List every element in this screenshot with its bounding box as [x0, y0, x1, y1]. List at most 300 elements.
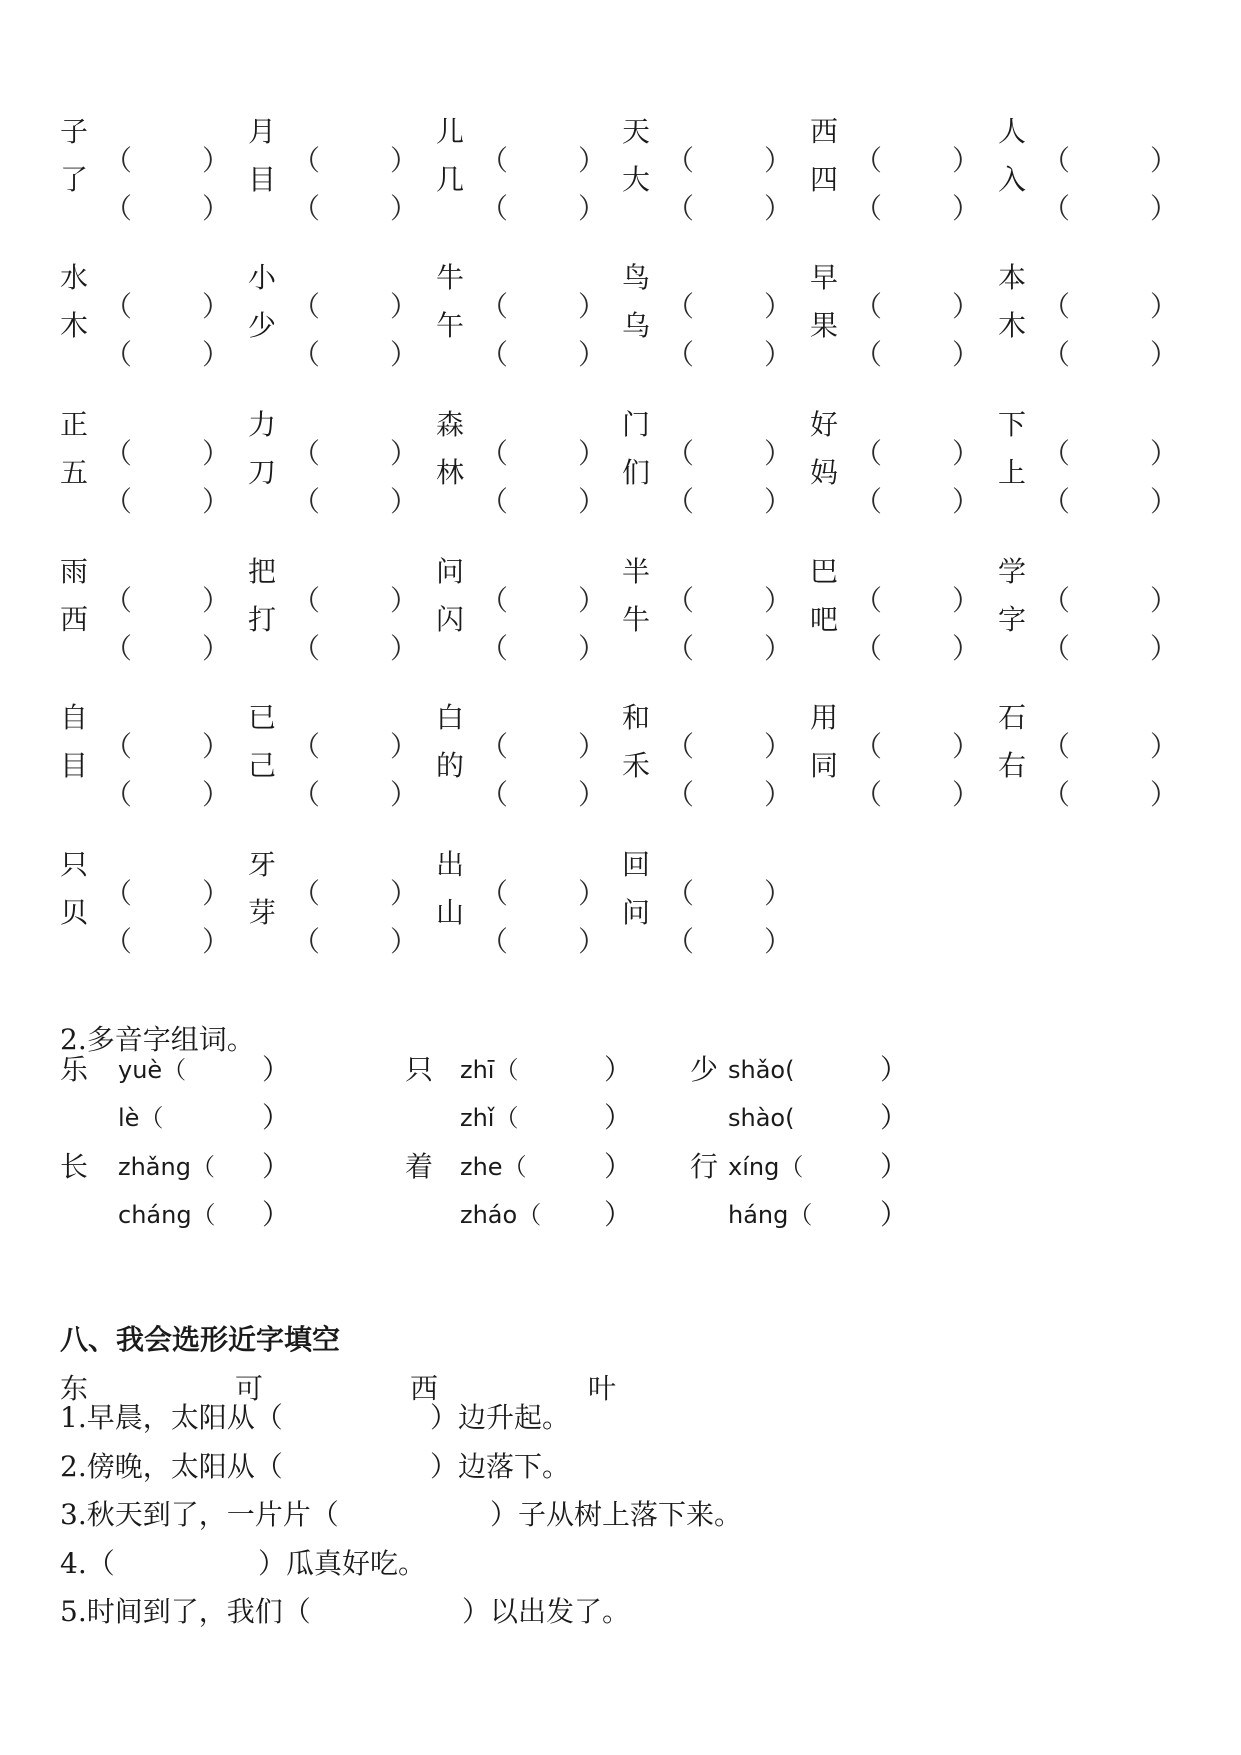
char-label: 果 [810, 309, 839, 342]
paren-close: ） [577, 437, 606, 470]
char-label: 和 [622, 701, 651, 734]
char-label: 只 [60, 848, 89, 881]
char-label: 山 [436, 896, 465, 929]
char-row [0, 453, 1241, 518]
char-label: 雨 [60, 555, 89, 588]
paren-open: （ [1042, 144, 1071, 177]
polyphone-char: 乐 [60, 1053, 89, 1086]
char-label: 上 [998, 456, 1027, 489]
paren-open: （ [104, 192, 133, 225]
paren-close: ） [1149, 584, 1178, 617]
char-cell [248, 746, 418, 811]
paren-close: ） [763, 290, 792, 323]
char-cell [622, 160, 792, 225]
char-cell [436, 405, 606, 470]
char-label: 白 [436, 701, 465, 734]
paren-close: ） [389, 290, 418, 323]
polyphone-char: 着 [405, 1150, 434, 1183]
paren-close: ） [262, 1053, 291, 1086]
char-cell [810, 552, 980, 617]
paren-open: （ [480, 730, 509, 763]
paren-close: ） [604, 1101, 633, 1134]
char-cell [60, 405, 230, 470]
paren-close: ） [577, 778, 606, 811]
paren-open: （ [480, 437, 509, 470]
char-cell [248, 552, 418, 617]
paren-open: （ [292, 925, 321, 958]
paren-close: ） [201, 144, 230, 177]
item-text-after: ）边落下。 [430, 1450, 571, 1483]
paren-close: ） [201, 192, 230, 225]
paren-close: ） [1149, 778, 1178, 811]
paren-close: ） [763, 778, 792, 811]
char-cell [436, 258, 606, 323]
char-label: 妈 [810, 456, 839, 489]
item-text-after: ）瓜真好吃。 [258, 1547, 427, 1580]
char-label: 打 [248, 603, 277, 636]
paren-open: （ [854, 485, 883, 518]
paren-close: ） [389, 730, 418, 763]
paren-close: ） [577, 877, 606, 910]
paren-open: （ [666, 290, 695, 323]
option-char: 东 [60, 1372, 89, 1405]
char-cell [810, 600, 980, 665]
char-row [0, 405, 1241, 470]
fill-in-item [0, 1544, 1241, 1584]
char-cell [998, 160, 1178, 225]
paren-close: ） [604, 1198, 633, 1231]
option-char: 叶 [588, 1372, 617, 1405]
char-cell [60, 746, 230, 811]
char-cell [622, 112, 792, 177]
char-row [0, 160, 1241, 225]
char-label: 已 [248, 701, 277, 734]
char-label: 学 [998, 555, 1027, 588]
char-row [0, 552, 1241, 617]
paren-close: ） [201, 877, 230, 910]
char-cell [810, 160, 980, 225]
char-label: 巴 [810, 555, 839, 588]
paren-open: （ [104, 778, 133, 811]
char-label: 小 [248, 261, 277, 294]
paren-open: （ [480, 338, 509, 371]
paren-close: ） [763, 192, 792, 225]
char-label: 力 [248, 408, 277, 441]
char-cell [998, 258, 1178, 323]
char-row [0, 258, 1241, 323]
char-label: 子 [60, 115, 89, 148]
polyphone-row [0, 1050, 1241, 1090]
paren-close: ） [201, 632, 230, 665]
paren-close: ） [880, 1198, 909, 1231]
pinyin-label: zhe（ [460, 1153, 527, 1181]
char-cell [60, 112, 230, 177]
paren-open: （ [480, 290, 509, 323]
pinyin-label: zhǎng（ [118, 1153, 215, 1181]
paren-open: （ [1042, 485, 1071, 518]
paren-close: ） [604, 1053, 633, 1086]
fill-in-item [0, 1398, 1241, 1438]
pinyin-label: háng（ [728, 1201, 813, 1229]
char-label: 月 [248, 115, 277, 148]
paren-close: ） [201, 485, 230, 518]
paren-open: （ [854, 338, 883, 371]
paren-open: （ [104, 925, 133, 958]
paren-close: ） [763, 437, 792, 470]
paren-open: （ [104, 730, 133, 763]
paren-open: （ [666, 437, 695, 470]
paren-close: ） [389, 877, 418, 910]
paren-close: ） [763, 730, 792, 763]
char-cell [248, 845, 418, 910]
paren-open: （ [292, 437, 321, 470]
char-label: 木 [60, 309, 89, 342]
paren-open: （ [1042, 338, 1071, 371]
char-cell [998, 698, 1178, 763]
char-label: 把 [248, 555, 277, 588]
paren-open: （ [292, 632, 321, 665]
char-cell [622, 306, 792, 371]
paren-close: ） [389, 778, 418, 811]
paren-open: （ [854, 584, 883, 617]
paren-close: ） [201, 925, 230, 958]
paren-open: （ [854, 144, 883, 177]
char-cell [622, 552, 792, 617]
item-text-after: ）以出发了。 [462, 1595, 631, 1628]
char-label: 牛 [436, 261, 465, 294]
paren-open: （ [292, 584, 321, 617]
paren-close: ） [389, 192, 418, 225]
paren-close: ） [604, 1150, 633, 1183]
pinyin-label: shǎo( [728, 1056, 795, 1084]
paren-open: （ [480, 877, 509, 910]
paren-close: ） [201, 437, 230, 470]
char-cell [60, 893, 230, 958]
paren-open: （ [1042, 584, 1071, 617]
char-row [0, 845, 1241, 910]
char-cell [622, 845, 792, 910]
paren-open: （ [666, 338, 695, 371]
pinyin-label: zhī（ [460, 1056, 519, 1084]
char-label: 右 [998, 749, 1027, 782]
char-cell [622, 453, 792, 518]
char-row [0, 306, 1241, 371]
paren-open: （ [292, 290, 321, 323]
paren-close: ） [763, 144, 792, 177]
polyphone-char: 长 [60, 1150, 89, 1183]
paren-open: （ [666, 925, 695, 958]
item-text-before: 2.傍晚，太阳从（ [60, 1450, 283, 1483]
char-label: 儿 [436, 115, 465, 148]
paren-close: ） [577, 338, 606, 371]
char-label: 四 [810, 163, 839, 196]
paren-close: ） [389, 925, 418, 958]
polyphone-char: 少 [690, 1053, 719, 1086]
paren-close: ） [951, 290, 980, 323]
char-label: 人 [998, 115, 1027, 148]
paren-open: （ [104, 485, 133, 518]
paren-close: ） [880, 1150, 909, 1183]
paren-open: （ [292, 338, 321, 371]
char-cell [248, 160, 418, 225]
paren-open: （ [666, 485, 695, 518]
char-label: 几 [436, 163, 465, 196]
paren-close: ） [1149, 437, 1178, 470]
char-cell [998, 552, 1178, 617]
option-char: 西 [410, 1372, 439, 1405]
pinyin-label: xíng（ [728, 1153, 804, 1181]
char-cell [60, 160, 230, 225]
paren-close: ） [763, 632, 792, 665]
char-label: 西 [810, 115, 839, 148]
item-text-before: 4.（ [60, 1547, 115, 1580]
char-label: 门 [622, 408, 651, 441]
paren-open: （ [104, 437, 133, 470]
paren-close: ） [577, 632, 606, 665]
char-cell [436, 112, 606, 177]
paren-open: （ [480, 632, 509, 665]
char-cell [436, 453, 606, 518]
item-text-after: ）边升起。 [430, 1401, 571, 1434]
polyphone-title: 2.多音字组词。 [60, 1023, 255, 1056]
paren-close: ） [577, 925, 606, 958]
paren-open: （ [292, 877, 321, 910]
paren-close: ） [262, 1150, 291, 1183]
section-8-heading: 八、我会选形近字填空 [60, 1323, 341, 1356]
char-label: 吧 [810, 603, 839, 636]
char-label: 问 [436, 555, 465, 588]
char-cell [622, 893, 792, 958]
paren-close: ） [389, 584, 418, 617]
paren-open: （ [1042, 730, 1071, 763]
paren-open: （ [292, 192, 321, 225]
char-label: 牛 [622, 603, 651, 636]
char-label: 字 [998, 603, 1027, 636]
char-label: 少 [248, 309, 277, 342]
paren-close: ） [201, 290, 230, 323]
paren-close: ） [201, 338, 230, 371]
paren-close: ） [577, 730, 606, 763]
char-label: 水 [60, 261, 89, 294]
char-label: 本 [998, 261, 1027, 294]
paren-open: （ [854, 730, 883, 763]
char-cell [436, 306, 606, 371]
char-label: 回 [622, 848, 651, 881]
paren-close: ） [1149, 730, 1178, 763]
char-cell [60, 453, 230, 518]
paren-open: （ [854, 632, 883, 665]
char-label: 闪 [436, 603, 465, 636]
char-label: 同 [810, 749, 839, 782]
paren-close: ） [951, 632, 980, 665]
paren-close: ） [389, 437, 418, 470]
pinyin-label: yuè（ [118, 1056, 187, 1084]
char-cell [248, 600, 418, 665]
char-cell [60, 698, 230, 763]
item-text-before: 5.时间到了，我们（ [60, 1595, 311, 1628]
char-cell [810, 698, 980, 763]
char-cell [60, 258, 230, 323]
paren-close: ） [201, 778, 230, 811]
paren-open: （ [854, 778, 883, 811]
paren-open: （ [1042, 192, 1071, 225]
char-label: 乌 [622, 309, 651, 342]
char-label: 芽 [248, 896, 277, 929]
paren-close: ） [1149, 632, 1178, 665]
paren-close: ） [389, 485, 418, 518]
char-cell [998, 746, 1178, 811]
paren-close: ） [951, 338, 980, 371]
char-cell [436, 845, 606, 910]
char-label: 石 [998, 701, 1027, 734]
char-cell [436, 746, 606, 811]
paren-close: ） [577, 144, 606, 177]
char-cell [60, 600, 230, 665]
char-row [0, 112, 1241, 177]
char-cell [998, 600, 1178, 665]
char-cell [810, 306, 980, 371]
paren-close: ） [880, 1101, 909, 1134]
paren-close: ） [389, 144, 418, 177]
paren-open: （ [1042, 290, 1071, 323]
paren-close: ） [1149, 144, 1178, 177]
paren-open: （ [292, 778, 321, 811]
char-label: 西 [60, 603, 89, 636]
paren-close: ） [577, 485, 606, 518]
char-label: 了 [60, 163, 89, 196]
paren-close: ） [763, 877, 792, 910]
char-cell [810, 112, 980, 177]
paren-open: （ [104, 632, 133, 665]
paren-open: （ [104, 144, 133, 177]
char-label: 五 [60, 456, 89, 489]
char-label: 己 [248, 749, 277, 782]
paren-close: ） [880, 1053, 909, 1086]
paren-open: （ [1042, 632, 1071, 665]
char-cell [436, 893, 606, 958]
char-cell [622, 405, 792, 470]
paren-open: （ [104, 290, 133, 323]
char-label: 午 [436, 309, 465, 342]
char-cell [436, 552, 606, 617]
paren-open: （ [854, 290, 883, 323]
char-cell [248, 893, 418, 958]
paren-close: ） [577, 290, 606, 323]
char-label: 正 [60, 408, 89, 441]
char-cell [622, 698, 792, 763]
char-cell [248, 405, 418, 470]
char-label: 大 [622, 163, 651, 196]
paren-close: ） [577, 192, 606, 225]
fill-in-item [0, 1592, 1241, 1632]
polyphone-row [0, 1147, 1241, 1187]
polyphone-row [0, 1195, 1241, 1235]
paren-open: （ [480, 144, 509, 177]
char-cell [998, 453, 1178, 518]
polyphone-char: 行 [690, 1150, 719, 1183]
paren-open: （ [480, 192, 509, 225]
paren-open: （ [104, 338, 133, 371]
paren-close: ） [951, 778, 980, 811]
item-text-before: 3.秋天到了，一片片（ [60, 1498, 339, 1531]
paren-close: ） [262, 1198, 291, 1231]
paren-close: ） [262, 1101, 291, 1134]
paren-open: （ [292, 730, 321, 763]
paren-open: （ [480, 925, 509, 958]
char-cell [998, 405, 1178, 470]
char-cell [60, 552, 230, 617]
char-cell [436, 698, 606, 763]
char-cell [248, 453, 418, 518]
paren-close: ） [389, 338, 418, 371]
paren-open: （ [104, 584, 133, 617]
char-cell [248, 112, 418, 177]
paren-close: ） [951, 144, 980, 177]
char-label: 们 [622, 456, 651, 489]
paren-close: ） [1149, 290, 1178, 323]
paren-open: （ [480, 584, 509, 617]
char-cell [622, 600, 792, 665]
pinyin-label: cháng（ [118, 1201, 216, 1229]
char-cell [622, 746, 792, 811]
item-text-before: 1.早晨，太阳从（ [60, 1401, 283, 1434]
char-label: 刀 [248, 456, 277, 489]
paren-close: ） [1149, 192, 1178, 225]
paren-open: （ [666, 778, 695, 811]
paren-open: （ [666, 192, 695, 225]
char-cell [810, 453, 980, 518]
paren-close: ） [763, 925, 792, 958]
char-cell [810, 746, 980, 811]
char-label: 的 [436, 749, 465, 782]
paren-open: （ [666, 584, 695, 617]
char-label: 下 [998, 408, 1027, 441]
char-cell [436, 160, 606, 225]
char-label: 自 [60, 701, 89, 734]
char-cell [810, 405, 980, 470]
char-label: 木 [998, 309, 1027, 342]
char-label: 森 [436, 408, 465, 441]
char-cell [810, 258, 980, 323]
char-label: 林 [436, 456, 465, 489]
char-label: 好 [810, 408, 839, 441]
char-label: 目 [248, 163, 277, 196]
char-cell [998, 306, 1178, 371]
paren-open: （ [104, 877, 133, 910]
paren-close: ） [951, 437, 980, 470]
char-label: 鸟 [622, 261, 651, 294]
char-label: 入 [998, 163, 1027, 196]
char-row [0, 698, 1241, 763]
paren-close: ） [389, 632, 418, 665]
paren-close: ） [763, 584, 792, 617]
char-label: 用 [810, 701, 839, 734]
paren-open: （ [480, 778, 509, 811]
paren-open: （ [666, 730, 695, 763]
paren-open: （ [480, 485, 509, 518]
char-label: 牙 [248, 848, 277, 881]
paren-close: ） [1149, 485, 1178, 518]
paren-close: ） [201, 730, 230, 763]
char-label: 半 [622, 555, 651, 588]
paren-close: ） [577, 584, 606, 617]
polyphone-row [0, 1098, 1241, 1138]
paren-open: （ [854, 437, 883, 470]
char-row [0, 746, 1241, 811]
paren-close: ） [951, 730, 980, 763]
char-row [0, 600, 1241, 665]
char-label: 贝 [60, 896, 89, 929]
